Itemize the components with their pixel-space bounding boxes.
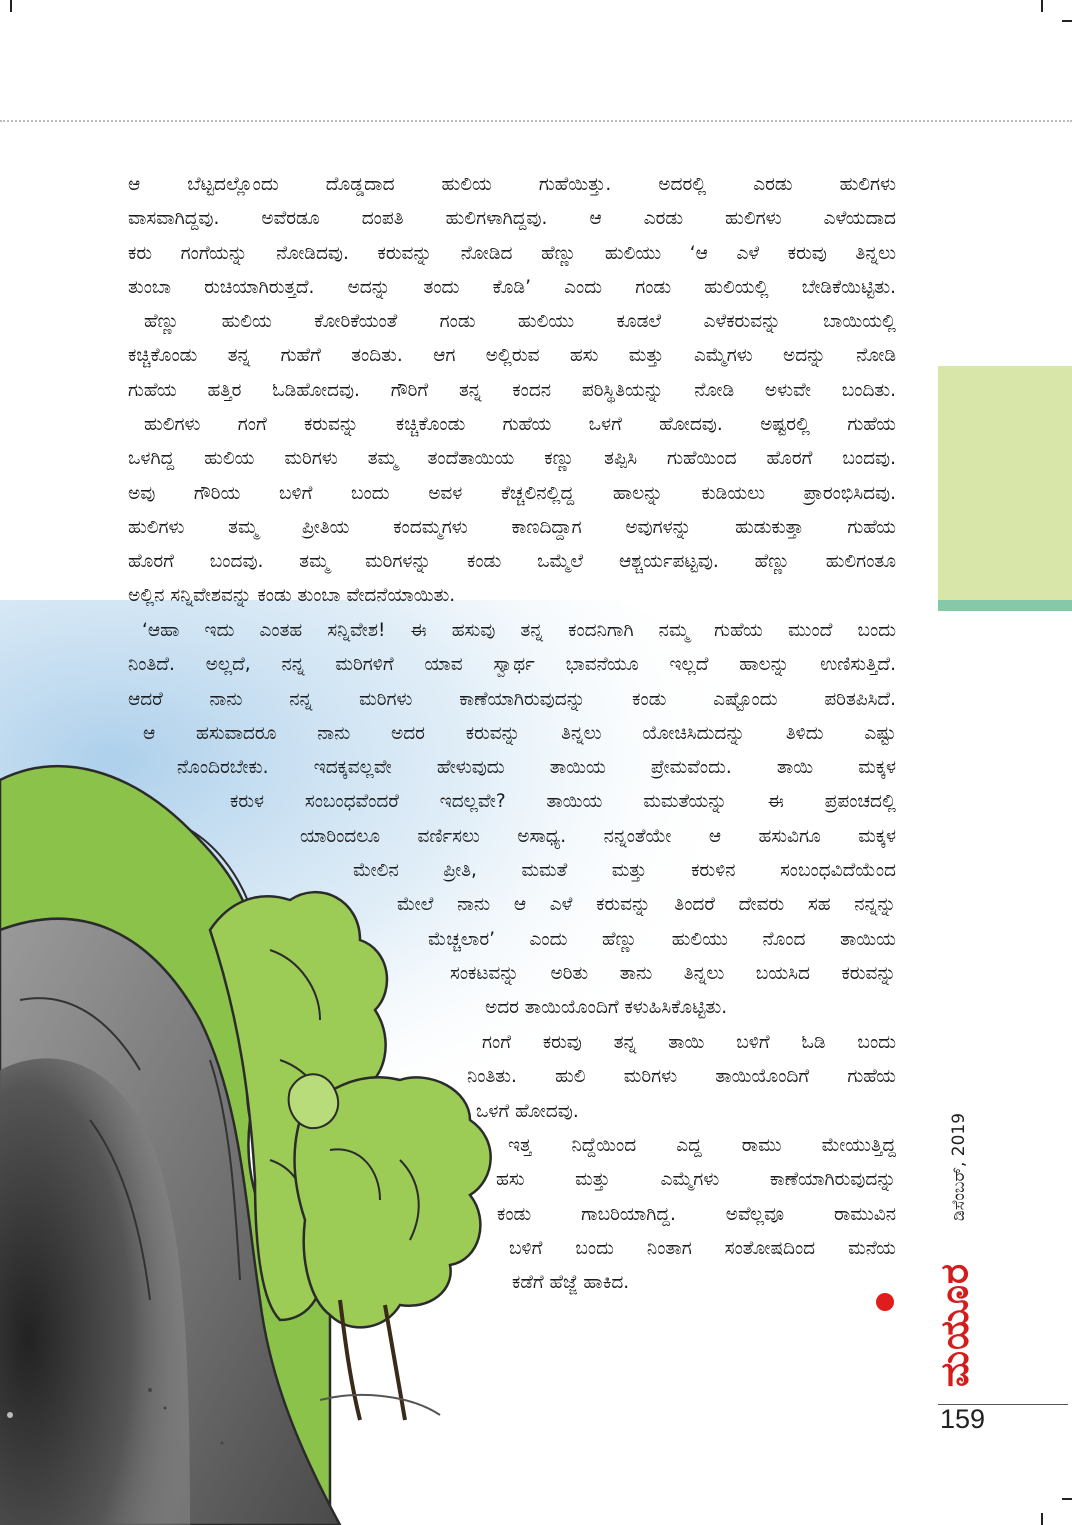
magazine-logo [925,1250,985,1400]
paragraph-line: ಕಡೆಗೆ ಹೆಜ್ಜೆ ಹಾಕಿದ. [512,1272,630,1294]
story-paragraph-2 [128,305,896,408]
paragraph-line: ಗುಹೆಯ ಹತ್ತಿರ ಓಡಿಹೋದವು. ಗೌರಿಗೆ ತನ್ನ ಕಂದನ ಪರಿಸ್ಥಿತಿಯನ್ನು ನೋಡಿ ಅಳುವೇ ಬಂದಿತು. [128,379,896,401]
page-number: 159 [940,1404,986,1434]
paragraph-line: ಒಳಗಿದ್ದ ಹುಲಿಯ ಮರಿಗಳು ತಮ್ಮ ತಂದೆತಾಯಿಯ ಕಣ್ಣು ತಪ್ಪಿಸಿ ಗುಹೆಯಿಂದ ಹೊರಗೆ ಬಂದವು. [128,448,896,470]
story-paragraph-3 [128,408,896,614]
paragraph-line: ಸಂಕಟವನ್ನು ಅರಿತು ತಾನು ತಿನ್ನಲು ಬಯಸಿದ ಕರುವನ್ನು [450,962,896,984]
paragraph-line: ಬಳಿಗೆ ಬಂದು ನಿಂತಾಗ ಸಂತೋಷದಿಂದ ಮನೆಯ [509,1237,896,1259]
paragraph-line: ವಾಸವಾಗಿದ್ದವು. ಅವೆರಡೂ ದಂಪತಿ ಹುಲಿಗಳಾಗಿದ್ದವು. ಆ ಎರಡು ಹುಲಿಗಳು ಎಳೆಯದಾದ [128,208,896,230]
paragraph-line: ಹೊರಗೆ ಬಂದವು. ತಮ್ಮ ಮರಿಗಳನ್ನು ಕಂಡು ಒಮ್ಮೆಲೆ ಆಶ್ಚರ್ಯಪಟ್ಟವು. ಹೆಣ್ಣು ಹುಲಿಗಂತೂ [128,551,896,573]
crop-mark-top-left [10,0,12,12]
paragraph-line: ಯಾರಿಂದಲೂ ವರ್ಣಿಸಲು ಅಸಾಧ್ಯ. ನನ್ನಂತೆಯೇ ಆ ಹಸುವಿಗೂ ಮಕ್ಕಳ [300,825,896,847]
paragraph-line: ಕಚ್ಚಿಕೊಂಡು ತನ್ನ ಗುಹೆಗೆ ತಂದಿತು. ಆಗ ಅಲ್ಲಿರುವ ಹಸು ಮತ್ತು ಎಮ್ಮೆಗಳು ಅದನ್ನು ನೋಡಿ [128,345,896,367]
issue-date-text: ಡಿಸೆಂಬರ್, 2019 [949,1112,969,1222]
paragraph-line: ನಿಂತಿತು. ಹುಲಿ ಮರಿಗಳು ತಾಯಿಯೊಂದಿಗೆ ಗುಹೆಯ [467,1066,896,1088]
paragraph-line: ಕಂಡು ಗಾಬರಿಯಾಗಿದ್ದ. ಅವೆಲ್ಲವೂ ರಾಮುವಿನ [497,1203,896,1225]
paragraph-line: ಹೆಣ್ಣು ಹುಲಿಯ ಕೋರಿಕೆಯಂತೆ ಗಂಡು ಹುಲಿಯು ಕೂಡಲೆ ಎಳೆಕರುವನ್ನು ಬಾಯಿಯಲ್ಲಿ [144,311,896,332]
paragraph-line: ಹುಲಿಗಳು ಗಂಗೆ ಕರುವನ್ನು ಕಚ್ಚಿಕೊಂಡು ಗುಹೆಯ ಒಳಗೆ ಹೋದವು. ಅಷ್ಟರಲ್ಲಿ ಗುಹೆಯ [144,414,896,435]
story-paragraph-1 [128,168,896,305]
issue-date [946,1092,972,1242]
paragraph-line: ಆ ಹಸುವಾದರೂ ನಾನು ಅದರ ಕರುವನ್ನು ತಿನ್ನಲು ಯೋಚಿಸಿದುದನ್ನು ತಿಳಿದು ಎಷ್ಟು [143,722,896,744]
paragraph-line: ಆ ಬೆಟ್ಟದಲ್ಲೊಂದು ದೊಡ್ಡದಾದ ಹುಲಿಯ ಗುಹೆಯಿತ್ತು. ಅದರಲ್ಲಿ ಎರಡು ಹುಲಿಗಳು [128,174,896,195]
story-paragraph-4 [0,614,896,1026]
paragraph-line: ಹುಲಿಗಳು ತಮ್ಮ ಪ್ರೀತಿಯ ಕಂದಮ್ಮಗಳು ಕಾಣದಿದ್ದಾಗ ಅವುಗಳನ್ನು ಹುಡುಕುತ್ತಾ ಗುಹೆಯ [128,516,896,538]
paragraph-line: ಮೆಚ್ಚಲಾರ’ ಎಂದು ಹೆಣ್ಣು ಹುಲಿಯು ನೊಂದ ತಾಯಿಯ [428,928,896,950]
sidebar-tab-underline [938,600,1072,611]
paragraph-line: ಒಳಗೆ ಹೋದವು. [476,1100,579,1122]
paragraph-line: ಅಲ್ಲಿನ ಸನ್ನಿವೇಶವನ್ನು ಕಂಡು ತುಂಬಾ ವೇದನೆಯಾಯಿತು. [128,585,456,607]
paragraph-line: ‘ಆಹಾ ಇದು ಎಂತಹ ಸನ್ನಿವೇಶ! ಈ ಹಸುವು ತನ್ನ ಕಂದನಿಗಾಗಿ ನಮ್ಮ ಗುಹೆಯ ಮುಂದೆ ಬಂದು [142,620,896,641]
paragraph-line: ನೊಂದಿರಬೇಕು. ಇದಕ್ಕವಲ್ಲವೇ ಹೇಳುವುದು ತಾಯಿಯ ಪ್ರೇಮವೆಂದು. ತಾಯಿ ಮಕ್ಕಳ [177,757,896,779]
paragraph-line: ನಿಂತಿದೆ. ಅಲ್ಲದೆ, ನನ್ನ ಮರಿಗಳಿಗೆ ಯಾವ ಸ್ವಾರ್ಥ ಭಾವನೆಯೂ ಇಲ್ಲದೆ ಹಾಲನ್ನು ಉಣಿಸುತ್ತಿದೆ. [128,654,896,676]
crop-mark-right-bottom [1062,1498,1072,1500]
sidebar-color-tab [938,366,1072,600]
story-paragraph-6 [0,1129,896,1300]
paragraph-line: ಇತ್ತ ನಿದ್ದೆಯಿಂದ ಎದ್ದ ರಾಮು ಮೇಯುತ್ತಿದ್ದ [508,1135,896,1156]
crop-mark-bottom-right [1041,1513,1043,1525]
dotted-header-rule [0,120,1072,122]
end-of-story-dot-icon [876,1293,894,1311]
magazine-logo-text: ಮಯೂರ [932,1262,977,1388]
paragraph-line: ಗಂಗೆ ಕರುವು ತನ್ನ ತಾಯಿ ಬಳಿಗೆ ಓಡಿ ಬಂದು [482,1032,896,1053]
crop-mark-right-top [1062,20,1072,22]
paragraph-line: ಮೇಲಿನ ಪ್ರೀತಿ, ಮಮತೆ ಮತ್ತು ಕರುಳಿನ ಸಂಬಂಧವಿದೆಯೆಂದ [353,860,896,882]
paragraph-line: ಕರು ಗಂಗೆಯನ್ನು ನೋಡಿದವು. ಕರುವನ್ನು ನೋಡಿದ ಹೆಣ್ಣು ಹುಲಿಯು ‘ಆ ಎಳೆ ಕರುವು ತಿನ್ನಲು [128,242,896,264]
paragraph-line: ಹಸು ಮತ್ತು ಎಮ್ಮೆಗಳು ಕಾಣೆಯಾಗಿರುವುದನ್ನು [496,1169,896,1191]
story-paragraph-5 [0,1026,896,1129]
paragraph-line: ತುಂಬಾ ರುಚಿಯಾಗಿರುತ್ತದೆ. ಅದನ್ನು ತಂದು ಕೊಡಿ’ ಎಂದು ಗಂಡು ಹುಲಿಯಲ್ಲಿ ಬೇಡಿಕೆಯಿಟ್ಟಿತು. [128,276,896,298]
paragraph-line: ಕರುಳ ಸಂಬಂಧವೆಂದರೆ ಇದಲ್ಲವೇ? ತಾಯಿಯ ಮಮತೆಯನ್ನು ಈ ಪ್ರಪಂಚದಲ್ಲಿ [230,791,896,813]
paragraph-line: ಅದರ ತಾಯಿಯೊಂದಿಗೆ ಕಳುಹಿಸಿಕೊಟ್ಟಿತು. [485,997,728,1019]
paragraph-line: ಅವು ಗೌರಿಯ ಬಳಿಗೆ ಬಂದು ಅವಳ ಕೆಚ್ಚಲಿನಲ್ಲಿದ್ದ ಹಾಲನ್ನು ಕುಡಿಯಲು ಪ್ರಾರಂಭಿಸಿದವು. [128,482,896,504]
crop-mark-top-right [1041,0,1043,12]
paragraph-line: ಮೇಲೆ ನಾನು ಆ ಎಳೆ ಕರುವನ್ನು ತಿಂದರೆ ದೇವರು ಸಹ ನನ್ನನ್ನು [397,894,896,916]
paragraph-line: ಆದರೆ ನಾನು ನನ್ನ ಮರಿಗಳು ಕಾಣೆಯಾಗಿರುವುದನ್ನು ಕಂಡು ಎಷ್ಟೊಂದು ಪರಿತಪಿಸಿದೆ. [128,688,896,710]
